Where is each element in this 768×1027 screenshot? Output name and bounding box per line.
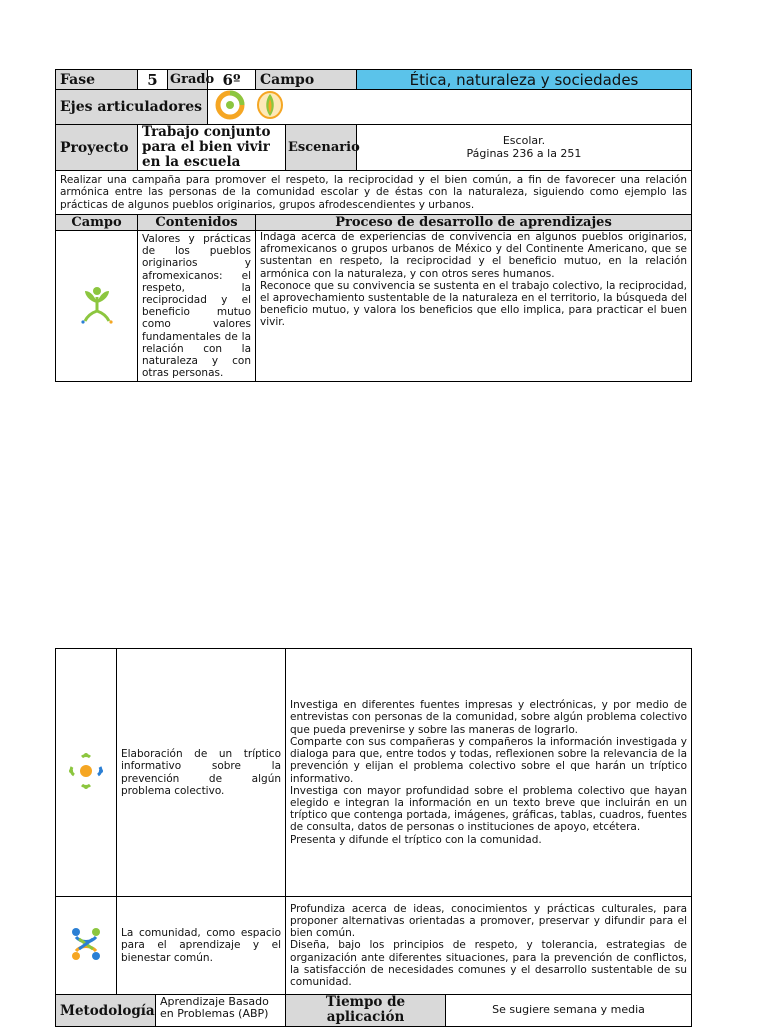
proceso-paragraph: Investiga con mayor profundidad sobre el problema colectivo que hayan elegido e integran la información en un texto breve que incluirán en un tríptico que contenga portada, imágenes, gráficas, tablas, cuadros, fuentes de consulta, datos de personas o instituciones de apoyo, etcétera. (290, 784, 688, 834)
proceso-paragraph: Reconoce que su convivencia se sustenta en el trabajo colectivo, la reciprocidad, el aprovechamiento sustentable de la naturaleza en el territorio, la búsqueda del beneficio mutuo, y valora los beneficios que ello implica, para practicar el buen vivir. (260, 279, 687, 329)
proceso-paragraph: Presenta y difunde el tríptico con la comunidad. (290, 833, 542, 846)
contenido-cell: Elaboración de un tríptico informativo sobre la prevención de algún problema colectivo. (117, 649, 286, 897)
proyecto-title: Trabajo conjunto para el bien vivir en la escuela (138, 125, 286, 171)
tiempo-value: Se sugiere semana y media (446, 995, 692, 1027)
escenario-line-1: Escolar. (502, 134, 546, 148)
campo-icon-cell (56, 649, 117, 897)
orange-green-circle-icon (214, 90, 246, 124)
proceso-cell (286, 897, 692, 995)
campo-label: Campo (256, 70, 357, 90)
escenario-value (357, 125, 692, 171)
escenario-line-2: Páginas 236 a la 251 (466, 146, 582, 160)
contenido-cell: La comunidad, como espacio para el aprendizaje y el bienestar común. (117, 897, 286, 995)
proceso-paragraph: Diseña, bajo los principios de respeto, y tolerancia, estrategias de organización ante diferentes situaciones, para la prevención de conflictos, la satisfacción de necesidades comunes y el desarrollo sustentable de su comunidad. (290, 939, 688, 988)
community-circle-icon (68, 751, 104, 795)
planning-table-top (55, 69, 692, 382)
ejes-label: Ejes articuladores (56, 90, 208, 125)
campo-value: Ética, naturaleza y sociedades (357, 70, 692, 90)
column-header-contenidos: Contenidos (138, 215, 256, 231)
lotus-flame-icon (255, 90, 285, 124)
sprout-person-icon (77, 283, 117, 329)
metodologia-value: Aprendizaje Basado en Problemas (ABP) (156, 995, 286, 1027)
proceso-paragraph: Comparte con sus compañeras y compañeros la información investigada y dialoga para que, entre todos y todas, reflexionen sobre la relevancia de la prevención y elijan el problema colectivo sobre el que harán un tríptico informativo. (290, 735, 688, 785)
fase-label: Fase (56, 70, 138, 90)
grado-value: 6º (208, 70, 256, 90)
tiempo-label: Tiempo de aplicación (286, 995, 446, 1027)
contenido-cell: Valores y prácticas de los pueblos originarios y afromexicanos: el respeto, la reciprocidad y el beneficio mutuo como valores fundamentales de la relación con la naturaleza y con otras personas. (138, 231, 256, 382)
column-header-proceso: Proceso de desarrollo de aprendizajes (256, 215, 692, 231)
campo-icon-cell (56, 897, 117, 995)
escenario-label: Escenario (286, 125, 357, 171)
grado-label: Grado (168, 70, 208, 90)
proceso-paragraph: Investiga en diferentes fuentes impresas y electrónicas, y por medio de entrevistas con personas de la comunidad, sobre algún problema colectivo que pueda prevenirse y sobre las maneras de lograrlo. (290, 699, 688, 736)
fase-value: 5 (138, 70, 168, 90)
project-description: Realizar una campaña para promover el respeto, la reciprocidad y el bien común, a fin de favorecer una relación armónica entre las personas de la comunidad escolar y de éstas con la naturaleza, siguiendo como ejemplo las prácticas de algunos pueblos originarios, grupos afrodescendientes y urbanos. (56, 171, 692, 215)
proceso-cell (256, 231, 692, 382)
column-header-campo: Campo (56, 215, 138, 231)
proyecto-label: Proyecto (56, 125, 138, 171)
ejes-icons (208, 90, 692, 125)
metodologia-label: Metodología (56, 995, 156, 1027)
campo-icon-cell (56, 231, 138, 382)
proceso-paragraph: Indaga acerca de experiencias de convivencia en algunos pueblos originarios, afromexicanos o grupos urbanos de México y del Continente Americano, que se sustentan en respeto, la reciprocidad y el beneficio mutuo, en la relación armónica con la naturaleza, y con otros seres humanos. (260, 231, 687, 280)
people-cross-icon (67, 925, 105, 967)
planning-table-bottom (55, 648, 692, 1027)
proceso-cell (286, 649, 692, 897)
proceso-paragraph: Profundiza acerca de ideas, conocimientos y prácticas culturales, para proponer alternativas orientadas a promover, preservar y difundir para el bien común. (290, 902, 688, 940)
